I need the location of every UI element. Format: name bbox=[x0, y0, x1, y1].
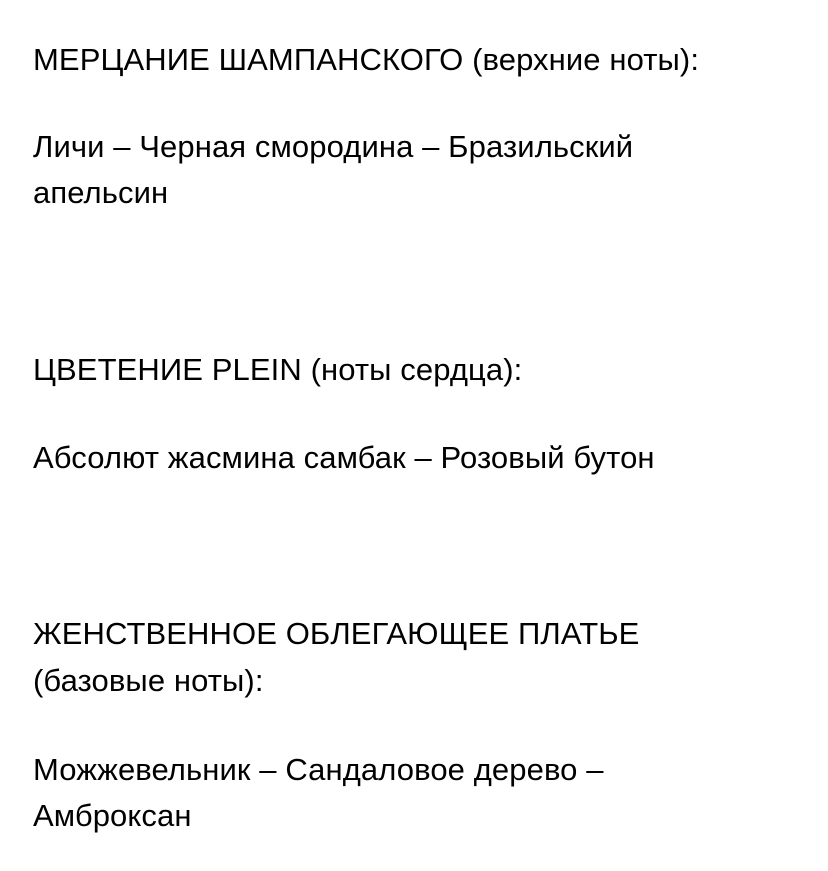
base-notes-list-line-1: Можжевельник – Сандаловое дерево – bbox=[33, 752, 604, 787]
base-notes-list-line-2: Амброксан bbox=[33, 798, 192, 833]
heart-notes-list-line-1: Абсолют жасмина самбак – Розовый бутон bbox=[33, 440, 655, 475]
heart-notes-heading: ЦВЕТЕНИЕ PLEIN (ноты сердца): bbox=[33, 352, 523, 387]
top-notes-heading: МЕРЦАНИЕ ШАМПАНСКОГО (верхние ноты): bbox=[33, 42, 700, 77]
top-notes-list-line-1: Личи – Черная смородина – Бразильский bbox=[33, 129, 634, 164]
base-notes-heading-line-1: ЖЕНСТВЕННОЕ ОБЛЕГАЮЩЕЕ ПЛАТЬЕ bbox=[33, 616, 640, 651]
base-notes-heading-line-2: (базовые ноты): bbox=[33, 663, 264, 698]
top-notes-list-line-2: апельсин bbox=[33, 175, 169, 210]
